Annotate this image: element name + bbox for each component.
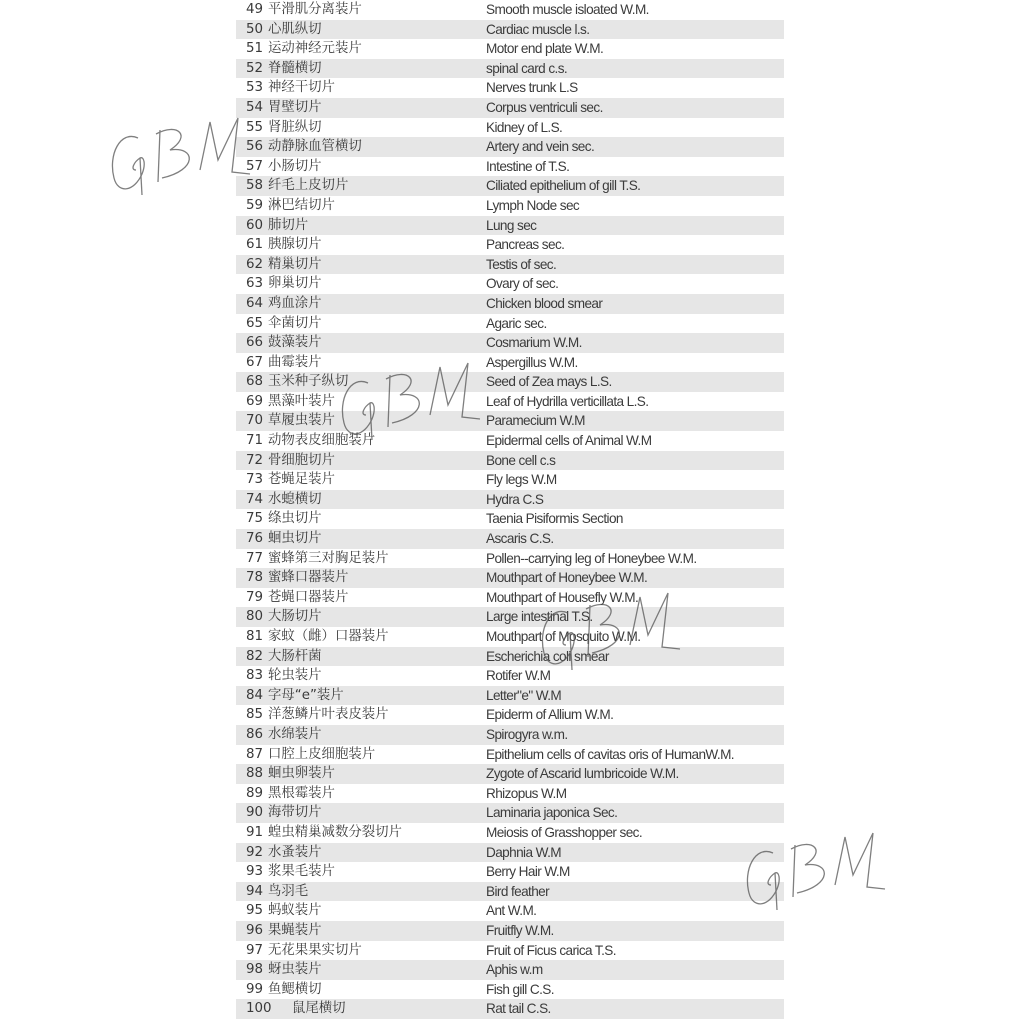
chinese-label: 蝗虫精巢减数分裂切片 bbox=[268, 824, 402, 840]
chinese-name bbox=[246, 588, 348, 608]
chinese-label: 纤毛上皮切片 bbox=[268, 178, 349, 194]
item-number: 79 bbox=[246, 589, 264, 605]
chinese-label: 蛔虫切片 bbox=[268, 531, 322, 547]
chinese-label: 果蝇装片 bbox=[268, 922, 322, 938]
english-name: Berry Hair W.M bbox=[486, 864, 570, 880]
list-item bbox=[236, 843, 784, 863]
chinese-name bbox=[246, 274, 322, 294]
chinese-label: 绦虫切片 bbox=[268, 511, 322, 527]
list-item bbox=[236, 39, 784, 59]
list-item bbox=[236, 196, 784, 216]
list-item bbox=[236, 686, 784, 706]
english-name: Pancreas sec. bbox=[486, 237, 565, 253]
chinese-label: 蚂蚁装片 bbox=[268, 903, 322, 919]
english-name: Corpus ventriculi sec. bbox=[486, 99, 603, 115]
chinese-label: 苍蝇口器装片 bbox=[268, 589, 349, 605]
list-item bbox=[236, 372, 784, 392]
item-number: 72 bbox=[246, 452, 264, 468]
chinese-label: 鼓藻装片 bbox=[268, 335, 322, 351]
english-name: Hydra C.S bbox=[486, 491, 544, 507]
chinese-label: 家蚊（雌）口器装片 bbox=[268, 629, 389, 644]
list-item bbox=[236, 176, 784, 196]
chinese-name bbox=[246, 137, 362, 157]
chinese-label: 水蚤装片 bbox=[268, 844, 322, 860]
chinese-label: 神经干切片 bbox=[268, 80, 335, 96]
chinese-name bbox=[246, 862, 335, 882]
chinese-name bbox=[246, 59, 322, 79]
list-item bbox=[236, 647, 784, 667]
english-name: Mouthpart of Honeybee W.M. bbox=[486, 570, 648, 586]
chinese-label: 黑根霉装片 bbox=[268, 785, 335, 801]
item-number: 65 bbox=[246, 315, 264, 331]
chinese-name bbox=[246, 666, 322, 686]
chinese-name bbox=[246, 607, 322, 627]
specimen-list bbox=[236, 0, 784, 1019]
english-name: Fish gill C.S. bbox=[486, 981, 554, 997]
chinese-label: 肾脏纵切 bbox=[268, 119, 322, 135]
list-item bbox=[236, 705, 784, 725]
chinese-name bbox=[246, 490, 322, 510]
chinese-label: 无花果果实切片 bbox=[268, 942, 362, 958]
chinese-label: 小肠切片 bbox=[268, 158, 322, 174]
english-name: Epiderm of Allium W.M. bbox=[486, 707, 614, 723]
item-number: 53 bbox=[246, 80, 264, 96]
item-number: 89 bbox=[246, 785, 264, 801]
list-item bbox=[236, 314, 784, 334]
chinese-label: 胰腺切片 bbox=[268, 237, 322, 253]
list-item bbox=[236, 59, 784, 79]
item-number: 78 bbox=[246, 570, 264, 586]
item-number: 63 bbox=[246, 276, 264, 292]
item-number: 58 bbox=[246, 178, 264, 194]
list-item bbox=[236, 157, 784, 177]
chinese-name bbox=[246, 941, 362, 961]
chinese-name bbox=[246, 216, 308, 236]
chinese-name bbox=[246, 568, 348, 588]
chinese-name bbox=[246, 333, 322, 353]
list-item bbox=[236, 118, 784, 138]
chinese-label: 海带切片 bbox=[268, 805, 322, 821]
english-name: Rotifer W.M bbox=[486, 668, 551, 684]
chinese-label: 平滑肌分离装片 bbox=[268, 2, 362, 17]
list-item bbox=[236, 862, 784, 882]
list-item bbox=[236, 784, 784, 804]
list-item bbox=[236, 960, 784, 980]
chinese-label: 蜜蜂第三对胸足装片 bbox=[268, 550, 389, 566]
list-item bbox=[236, 921, 784, 941]
english-name: Motor end plate W.M. bbox=[486, 41, 604, 57]
english-name: Rhizopus W.M bbox=[486, 785, 567, 801]
list-item bbox=[236, 137, 784, 157]
chinese-name bbox=[246, 196, 335, 216]
list-item bbox=[236, 411, 784, 431]
english-name: Lymph Node sec bbox=[486, 197, 580, 213]
english-name: Chicken blood smear bbox=[486, 295, 603, 311]
list-item bbox=[236, 431, 784, 451]
item-number: 51 bbox=[246, 41, 264, 57]
chinese-label: 水螅横切 bbox=[268, 491, 322, 507]
chinese-name bbox=[246, 803, 322, 823]
item-number: 83 bbox=[246, 668, 264, 684]
english-name: Nerves trunk L.S bbox=[486, 80, 578, 96]
chinese-label: 蜜蜂口器装片 bbox=[268, 570, 349, 586]
item-number: 98 bbox=[246, 962, 264, 978]
english-name: Kidney of L.S. bbox=[486, 119, 563, 135]
list-item bbox=[236, 549, 784, 569]
item-number: 60 bbox=[246, 217, 264, 233]
chinese-name bbox=[246, 784, 335, 804]
english-name: Bird feather bbox=[486, 883, 550, 899]
list-item bbox=[236, 255, 784, 275]
chinese-name bbox=[246, 686, 344, 706]
english-name: Intestine of T.S. bbox=[486, 158, 570, 174]
item-number: 96 bbox=[246, 922, 264, 938]
english-name: Fruitfly W.M. bbox=[486, 922, 554, 938]
list-item bbox=[236, 490, 784, 510]
chinese-name bbox=[246, 176, 348, 196]
chinese-label: 运动神经元装片 bbox=[268, 41, 362, 57]
chinese-name bbox=[246, 353, 322, 373]
chinese-label: 口腔上皮细胞装片 bbox=[268, 746, 376, 762]
item-number: 49 bbox=[246, 2, 264, 17]
english-name: Laminaria japonica Sec. bbox=[486, 805, 618, 821]
chinese-label: 草履虫装片 bbox=[268, 413, 335, 429]
list-item bbox=[236, 823, 784, 843]
chinese-name bbox=[246, 647, 322, 667]
chinese-name bbox=[246, 235, 322, 255]
english-name: Taenia Pisiformis Section bbox=[486, 511, 623, 527]
list-item bbox=[236, 274, 784, 294]
chinese-name bbox=[246, 921, 322, 941]
item-number: 68 bbox=[246, 374, 264, 390]
chinese-label: 伞菌切片 bbox=[268, 315, 322, 331]
chinese-name bbox=[246, 627, 389, 647]
chinese-name bbox=[246, 78, 335, 98]
chinese-label: 鸟羽毛 bbox=[268, 883, 309, 899]
english-name: Epidermal cells of Animal W.M bbox=[486, 433, 652, 449]
list-item bbox=[236, 568, 784, 588]
chinese-label: 精巢切片 bbox=[268, 256, 322, 272]
chinese-name bbox=[246, 392, 335, 412]
english-name: Agaric sec. bbox=[486, 315, 547, 331]
chinese-label: 胃壁切片 bbox=[268, 99, 322, 115]
item-number: 70 bbox=[246, 413, 264, 429]
list-item bbox=[236, 78, 784, 98]
item-number: 75 bbox=[246, 511, 264, 527]
item-number: 88 bbox=[246, 766, 264, 782]
english-name: Cardiac muscle l.s. bbox=[486, 21, 590, 37]
chinese-name bbox=[246, 98, 322, 118]
english-name: Cosmarium W.M. bbox=[486, 335, 582, 351]
list-item bbox=[236, 470, 784, 490]
english-name: Artery and vein sec. bbox=[486, 139, 595, 155]
chinese-label: 苍蝇足装片 bbox=[268, 472, 335, 488]
english-name: Bone cell c.s bbox=[486, 452, 556, 468]
chinese-label: 鱼鳃横切 bbox=[268, 981, 322, 997]
chinese-label: 肺切片 bbox=[268, 217, 309, 233]
chinese-label: 淋巴结切片 bbox=[268, 197, 335, 213]
list-item bbox=[236, 333, 784, 353]
chinese-name bbox=[246, 118, 322, 138]
list-item bbox=[236, 803, 784, 823]
list-item bbox=[236, 882, 784, 902]
english-name: Mouthpart of Housefly W.M. bbox=[486, 589, 639, 605]
chinese-label: 大肠杆菌 bbox=[268, 648, 322, 664]
list-item bbox=[236, 666, 784, 686]
english-name: Pollen--carrying leg of Honeybee W.M. bbox=[486, 550, 697, 566]
english-name: Large intestinal T.S. bbox=[486, 609, 593, 625]
item-number: 82 bbox=[246, 648, 264, 664]
chinese-name bbox=[246, 705, 389, 725]
list-item bbox=[236, 764, 784, 784]
chinese-label: 蚜虫装片 bbox=[268, 962, 322, 978]
item-number: 93 bbox=[246, 864, 264, 880]
chinese-name bbox=[246, 901, 322, 921]
item-number: 56 bbox=[246, 139, 264, 155]
item-number: 77 bbox=[246, 550, 264, 566]
english-name: Ascaris C.S. bbox=[486, 531, 554, 547]
english-name: Seed of Zea mays L.S. bbox=[486, 374, 612, 390]
english-name: Aspergillus W.M. bbox=[486, 354, 578, 370]
english-name: Daphnia W.M bbox=[486, 844, 561, 860]
english-name: Smooth muscle isloated W.M. bbox=[486, 2, 649, 17]
chinese-name bbox=[246, 411, 335, 431]
item-number: 73 bbox=[246, 472, 264, 488]
item-number: 71 bbox=[246, 433, 264, 449]
item-number: 97 bbox=[246, 942, 264, 958]
list-item bbox=[236, 509, 784, 529]
list-item bbox=[236, 999, 784, 1019]
item-number: 66 bbox=[246, 335, 264, 351]
chinese-label: 鼠尾横切 bbox=[292, 1001, 346, 1017]
item-number: 57 bbox=[246, 158, 264, 174]
chinese-name bbox=[246, 314, 322, 334]
item-number: 94 bbox=[246, 883, 264, 899]
list-item bbox=[236, 0, 784, 20]
list-item bbox=[236, 941, 784, 961]
item-number: 90 bbox=[246, 805, 264, 821]
chinese-name bbox=[246, 255, 322, 275]
item-number: 61 bbox=[246, 237, 264, 253]
chinese-name bbox=[246, 725, 322, 745]
english-name: Meiosis of Grasshopper sec. bbox=[486, 824, 643, 840]
list-item bbox=[236, 451, 784, 471]
item-number: 67 bbox=[246, 354, 264, 370]
chinese-label: 浆果毛装片 bbox=[268, 864, 335, 880]
chinese-name bbox=[246, 549, 389, 569]
chinese-label: 脊髓横切 bbox=[268, 60, 322, 76]
item-number: 100 bbox=[246, 1001, 272, 1017]
english-name: Escherichia coli smear bbox=[486, 648, 609, 664]
chinese-label: 骨细胞切片 bbox=[268, 452, 335, 468]
chinese-name bbox=[246, 509, 322, 529]
item-number: 81 bbox=[246, 629, 264, 644]
english-name: Fly legs W.M bbox=[486, 472, 557, 488]
chinese-name bbox=[246, 843, 322, 863]
item-number: 86 bbox=[246, 726, 264, 742]
list-item bbox=[236, 98, 784, 118]
list-item bbox=[236, 353, 784, 373]
chinese-name bbox=[246, 529, 322, 549]
list-item bbox=[236, 627, 784, 647]
english-name: spinal card c.s. bbox=[486, 60, 568, 76]
english-name: Fruit of Ficus carica T.S. bbox=[486, 942, 616, 958]
item-number: 91 bbox=[246, 824, 264, 840]
chinese-label: 卵巢切片 bbox=[268, 276, 322, 292]
english-name: Testis of sec. bbox=[486, 256, 557, 272]
chinese-name bbox=[246, 882, 308, 902]
list-item bbox=[236, 235, 784, 255]
item-number: 64 bbox=[246, 295, 264, 311]
chinese-name bbox=[246, 823, 402, 843]
chinese-name bbox=[246, 470, 335, 490]
english-name: Letter"e" W.M bbox=[486, 687, 562, 703]
item-number: 87 bbox=[246, 746, 264, 762]
chinese-name bbox=[246, 999, 346, 1019]
list-item bbox=[236, 607, 784, 627]
item-number: 69 bbox=[246, 393, 264, 409]
chinese-name bbox=[246, 764, 335, 784]
item-number: 52 bbox=[246, 60, 264, 76]
chinese-name bbox=[246, 157, 322, 177]
chinese-label: 鸡血涂片 bbox=[268, 295, 322, 311]
english-name: Ovary of sec. bbox=[486, 276, 559, 292]
english-name: Lung sec bbox=[486, 217, 537, 233]
list-item bbox=[236, 529, 784, 549]
item-number: 59 bbox=[246, 197, 264, 213]
list-item bbox=[236, 745, 784, 765]
chinese-name bbox=[246, 745, 375, 765]
chinese-label: 黑藻叶装片 bbox=[268, 393, 335, 409]
chinese-name bbox=[246, 980, 322, 1000]
chinese-label: 字母“e”装片 bbox=[268, 687, 344, 703]
english-name: Rat tail C.S. bbox=[486, 1001, 551, 1017]
english-name: Ciliated epithelium of gill T.S. bbox=[486, 178, 641, 194]
chinese-name bbox=[246, 294, 322, 314]
chinese-label: 动静脉血管横切 bbox=[268, 139, 362, 155]
item-number: 74 bbox=[246, 491, 264, 507]
item-number: 85 bbox=[246, 707, 264, 723]
chinese-label: 动物表皮细胞装片 bbox=[268, 433, 376, 449]
list-item bbox=[236, 392, 784, 412]
list-item bbox=[236, 901, 784, 921]
english-name: Epithelium cells of cavitas oris of HumanW.M. bbox=[486, 746, 734, 762]
item-number: 55 bbox=[246, 119, 264, 135]
chinese-label: 曲霉装片 bbox=[268, 354, 322, 370]
chinese-label: 洋葱鳞片叶表皮装片 bbox=[268, 707, 389, 723]
item-number: 92 bbox=[246, 844, 264, 860]
list-item bbox=[236, 725, 784, 745]
chinese-label: 玉米种子纵切 bbox=[268, 374, 349, 390]
english-name: Spirogyra w.m. bbox=[486, 726, 568, 742]
chinese-name bbox=[246, 960, 322, 980]
list-item bbox=[236, 588, 784, 608]
item-number: 80 bbox=[246, 609, 264, 625]
english-name: Zygote of Ascarid lumbricoide W.M. bbox=[486, 766, 679, 782]
item-number: 84 bbox=[246, 687, 264, 703]
list-item bbox=[236, 294, 784, 314]
item-number: 99 bbox=[246, 981, 264, 997]
english-name: Aphis w.m bbox=[486, 962, 543, 978]
item-number: 54 bbox=[246, 99, 264, 115]
chinese-name bbox=[246, 39, 362, 59]
chinese-name bbox=[246, 431, 375, 451]
english-name: Leaf of Hydrilla verticillata L.S. bbox=[486, 393, 649, 409]
chinese-name bbox=[246, 0, 362, 20]
list-item bbox=[236, 20, 784, 40]
english-name: Paramecium W.M bbox=[486, 413, 585, 429]
list-item bbox=[236, 216, 784, 236]
chinese-name bbox=[246, 372, 348, 392]
item-number: 62 bbox=[246, 256, 264, 272]
chinese-label: 水绵装片 bbox=[268, 726, 322, 742]
chinese-label: 轮虫装片 bbox=[268, 668, 322, 684]
chinese-label: 蛔虫卵装片 bbox=[268, 766, 335, 782]
chinese-name bbox=[246, 20, 322, 40]
english-name: Mouthpart of Mosquito W.M. bbox=[486, 629, 641, 644]
list-item bbox=[236, 980, 784, 1000]
item-number: 76 bbox=[246, 531, 264, 547]
item-number: 50 bbox=[246, 21, 264, 37]
english-name: Ant W.M. bbox=[486, 903, 537, 919]
chinese-label: 大肠切片 bbox=[268, 609, 322, 625]
item-number: 95 bbox=[246, 903, 264, 919]
chinese-name bbox=[246, 451, 335, 471]
chinese-label: 心肌纵切 bbox=[268, 21, 322, 37]
